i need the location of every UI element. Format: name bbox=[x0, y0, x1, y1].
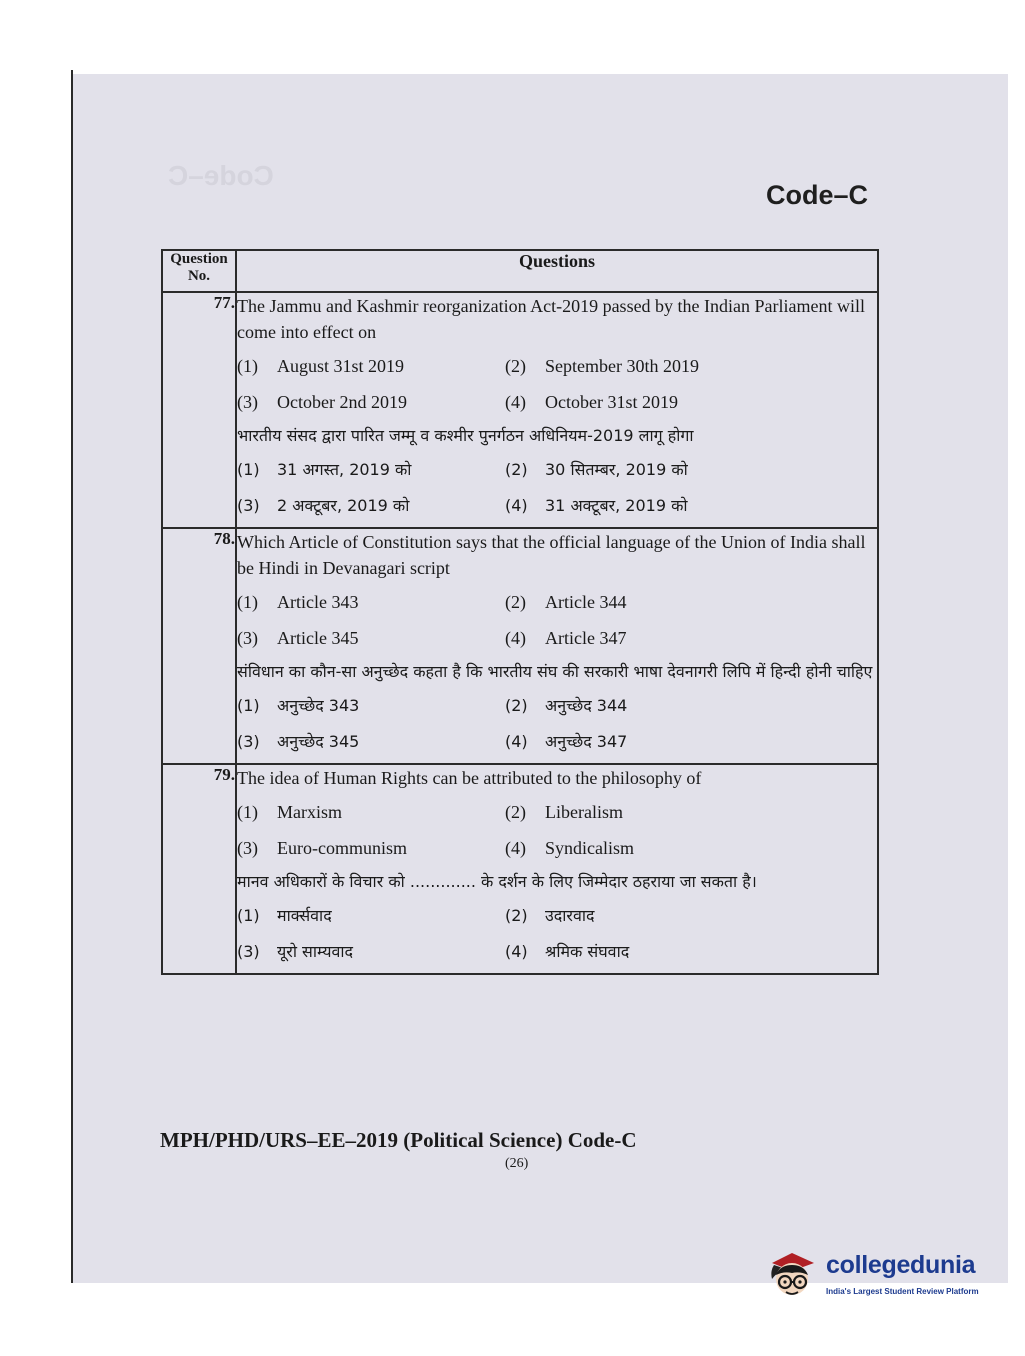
option-text: Article 344 bbox=[545, 592, 627, 612]
question-content bbox=[236, 764, 878, 974]
option-number: (3) bbox=[237, 838, 258, 858]
option-number: (2) bbox=[505, 802, 526, 822]
option-text: Syndicalism bbox=[545, 838, 634, 858]
option-text: October 31st 2019 bbox=[545, 392, 678, 412]
student-mascot-icon bbox=[762, 1249, 820, 1307]
answer-option bbox=[505, 939, 877, 965]
answer-option bbox=[237, 799, 505, 825]
option-number: (2) bbox=[505, 696, 528, 715]
options-english bbox=[237, 589, 877, 651]
question-content bbox=[236, 292, 878, 528]
question-text-english: Which Article of Constitution says that the official language of the Union of India shall be Hindi in Devanagari script bbox=[237, 532, 866, 578]
answer-option bbox=[505, 589, 877, 615]
answer-option bbox=[505, 903, 877, 929]
option-text: 31 अगस्त, 2019 को bbox=[277, 460, 412, 479]
question-row bbox=[162, 292, 878, 528]
answer-option bbox=[237, 729, 505, 755]
option-text: August 31st 2019 bbox=[277, 356, 405, 376]
question-row bbox=[162, 764, 878, 974]
answer-option bbox=[505, 625, 877, 651]
answer-option bbox=[237, 903, 505, 929]
option-text: अनुच्छेद 343 bbox=[277, 696, 360, 715]
answer-option bbox=[505, 693, 877, 719]
question-content bbox=[236, 528, 878, 764]
question-row bbox=[162, 528, 878, 764]
logo-wordmark: collegedunia bbox=[826, 1251, 976, 1279]
question-number: 79. bbox=[162, 764, 236, 974]
options-english bbox=[237, 799, 877, 861]
option-text: अनुच्छेद 345 bbox=[277, 732, 360, 751]
question-number: 77. bbox=[162, 292, 236, 528]
option-text: 31 अक्टूबर, 2019 को bbox=[545, 496, 688, 515]
question-table bbox=[161, 249, 879, 975]
answer-option bbox=[237, 457, 505, 483]
option-number: (1) bbox=[237, 802, 258, 822]
answer-option bbox=[237, 625, 505, 651]
options-hindi bbox=[237, 693, 877, 755]
option-number: (3) bbox=[237, 628, 258, 648]
option-number: (1) bbox=[237, 592, 258, 612]
option-text: अनुच्छेद 344 bbox=[545, 696, 628, 715]
question-text-english: The Jammu and Kashmir reorganization Act-2019 passed by the Indian Parliament will come into effect on bbox=[237, 296, 866, 342]
question-number: 78. bbox=[162, 528, 236, 764]
paper-code: Code–C bbox=[766, 180, 869, 210]
options-hindi bbox=[237, 903, 877, 965]
question-text-hindi: संविधान का कौन-सा अनुच्छेद कहता है कि भारतीय संघ की सरकारी भाषा देवनागरी लिपि में हिन्दी होनी चाहिए bbox=[237, 662, 873, 681]
option-number: (1) bbox=[237, 356, 258, 376]
option-text: Euro-communism bbox=[277, 838, 407, 858]
option-number: (2) bbox=[505, 592, 526, 612]
answer-option bbox=[237, 493, 505, 519]
option-text: Article 347 bbox=[545, 628, 627, 648]
option-text: Liberalism bbox=[545, 802, 623, 822]
column-header-questions: Questions bbox=[236, 250, 878, 292]
show-through-text: Code–C bbox=[168, 160, 274, 191]
question-rows bbox=[162, 292, 878, 974]
option-number: (4) bbox=[505, 392, 526, 412]
answer-option bbox=[237, 939, 505, 965]
option-text: यूरो साम्यवाद bbox=[277, 942, 354, 961]
answer-option bbox=[505, 389, 877, 415]
option-number: (4) bbox=[505, 628, 526, 648]
option-text: Article 345 bbox=[277, 628, 359, 648]
answer-option bbox=[505, 493, 877, 519]
option-text: श्रमिक संघवाद bbox=[545, 942, 630, 961]
option-number: (2) bbox=[505, 906, 528, 925]
answer-option bbox=[237, 835, 505, 861]
option-number: (3) bbox=[237, 732, 260, 751]
question-text-hindi: मानव अधिकारों के विचार को ............. के दर्शन के लिए जिम्मेदार ठहराया जा सकता है। bbox=[237, 872, 757, 891]
option-number: (4) bbox=[505, 838, 526, 858]
option-number: (4) bbox=[505, 496, 528, 515]
question-text-hindi: भारतीय संसद द्वारा पारित जम्मू व कश्मीर पुनर्गठन अधिनियम-2019 लागू होगा bbox=[237, 426, 694, 445]
option-text: उदारवाद bbox=[545, 906, 595, 925]
option-number: (3) bbox=[237, 496, 260, 515]
logo-tagline: India's Largest Student Review Platform bbox=[826, 1287, 979, 1296]
option-number: (3) bbox=[237, 392, 258, 412]
answer-option bbox=[237, 693, 505, 719]
option-text: Article 343 bbox=[277, 592, 359, 612]
options-english bbox=[237, 353, 877, 415]
option-number: (1) bbox=[237, 460, 260, 479]
column-header-question-no: Question No. bbox=[162, 250, 236, 292]
options-hindi bbox=[237, 457, 877, 519]
option-text: 30 सितम्बर, 2019 को bbox=[545, 460, 688, 479]
option-number: (1) bbox=[237, 696, 260, 715]
answer-option bbox=[505, 353, 877, 379]
option-text: September 30th 2019 bbox=[545, 356, 699, 376]
option-text: मार्क्सवाद bbox=[277, 906, 332, 925]
option-text: अनुच्छेद 347 bbox=[545, 732, 628, 751]
option-text: 2 अक्टूबर, 2019 को bbox=[277, 496, 410, 515]
option-number: (2) bbox=[505, 356, 526, 376]
option-number: (3) bbox=[237, 942, 260, 961]
question-text-english: The idea of Human Rights can be attributed to the philosophy of bbox=[237, 768, 702, 788]
answer-option bbox=[505, 835, 877, 861]
answer-option bbox=[237, 353, 505, 379]
answer-option bbox=[237, 389, 505, 415]
option-number: (1) bbox=[237, 906, 260, 925]
option-number: (4) bbox=[505, 942, 528, 961]
paper-footer-title: MPH/PHD/URS–EE–2019 (Political Science) Code-C bbox=[160, 1128, 637, 1152]
page-number: (26) bbox=[505, 1156, 529, 1171]
collegedunia-logo[interactable] bbox=[762, 1245, 1002, 1310]
option-text: Marxism bbox=[277, 802, 342, 822]
option-number: (2) bbox=[505, 460, 528, 479]
answer-option bbox=[505, 457, 877, 483]
option-text: October 2nd 2019 bbox=[277, 392, 407, 412]
answer-option bbox=[505, 729, 877, 755]
answer-option bbox=[237, 589, 505, 615]
answer-option bbox=[505, 799, 877, 825]
option-number: (4) bbox=[505, 732, 528, 751]
